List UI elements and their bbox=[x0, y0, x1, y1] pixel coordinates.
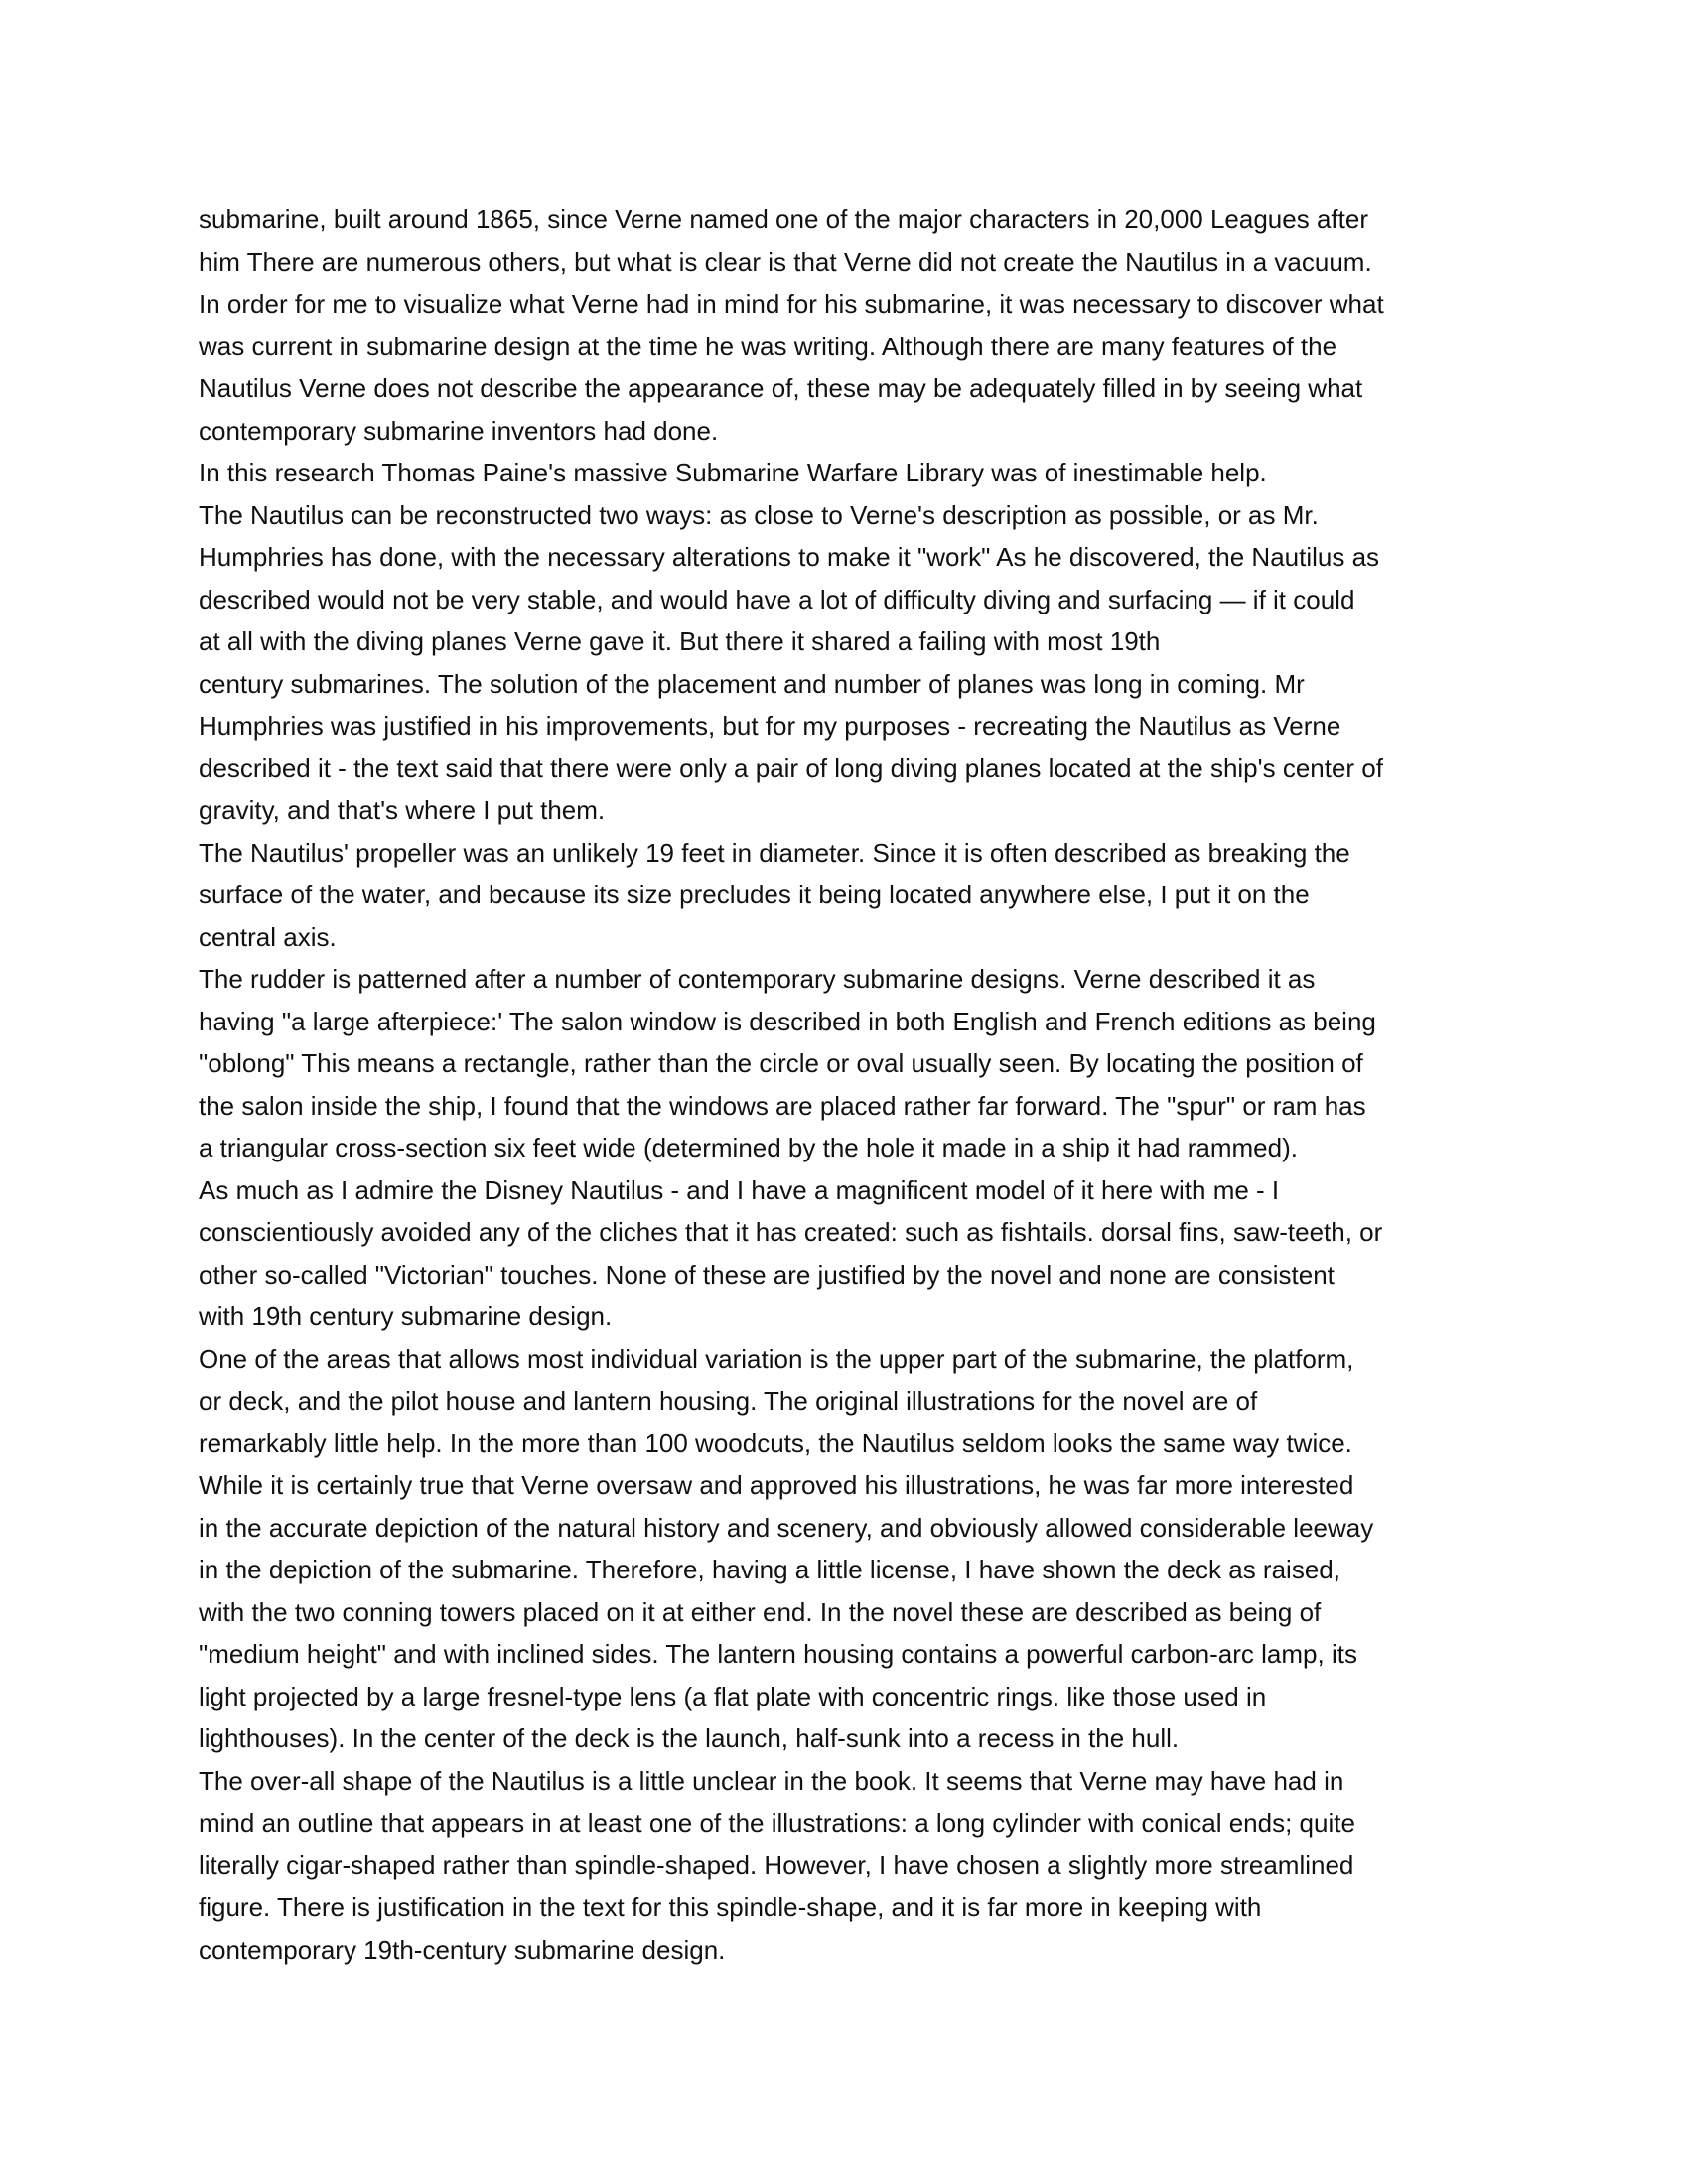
text-line: in the accurate depiction of the natural history and scenery, and obviously allowed considerable leeway bbox=[199, 1512, 1374, 1543]
text-line: Humphries has done, with the necessary alterations to make it "work" As he discovered, the Nautilus as bbox=[199, 542, 1380, 572]
text-line: at all with the diving planes Verne gave it. But there it shared a failing with most 19th bbox=[199, 626, 1161, 656]
text-line: in the depiction of the submarine. Therefore, having a little license, I have shown the deck as raised, bbox=[199, 1555, 1340, 1584]
text-line: mind an outline that appears in at least one of the illustrations: a long cylinder with conical ends; quite bbox=[199, 1808, 1355, 1838]
text-line: In this research Thomas Paine's massive Submarine Warfare Library was of inestimable help. bbox=[199, 458, 1267, 487]
text-line: conscientiously avoided any of the cliches that it has created: such as fishtails. dorsal fins, saw-teeth, or bbox=[199, 1217, 1383, 1247]
text-line: The rudder is patterned after a number of contemporary submarine designs. Verne described it as bbox=[199, 964, 1316, 994]
text-line: other so-called "Victorian" touches. None of these are justified by the novel and none are consistent bbox=[199, 1259, 1335, 1290]
text-line: Humphries was justified in his improvements, but for my purposes - recreating the Nautilus as Verne bbox=[199, 711, 1341, 741]
text-line: central axis. bbox=[199, 921, 337, 952]
text-line: light projected by a large fresnel-type lens (a flat plate with concentric rings. like those used in bbox=[199, 1681, 1267, 1711]
text-line: century submarines. The solution of the placement and number of planes was long in coming. Mr bbox=[199, 668, 1305, 699]
text-line: contemporary 19th-century submarine design. bbox=[199, 1934, 726, 1965]
text-line: The Nautilus' propeller was an unlikely 19 feet in diameter. Since it is often described as breaking the bbox=[199, 837, 1350, 868]
text-line: with 19th century submarine design. bbox=[199, 1301, 613, 1331]
text-line: described it - the text said that there were only a pair of long diving planes located at the ship's center of bbox=[199, 752, 1383, 783]
text-line: remarkably little help. In the more than 100 woodcuts, the Nautilus seldom looks the same way twice. bbox=[199, 1428, 1352, 1458]
body-text bbox=[199, 199, 1499, 1971]
text-line: In order for me to visualize what Verne had in mind for his submarine, it was necessary to discover what bbox=[199, 289, 1384, 319]
text-line: As much as I admire the Disney Nautilus - and I have a magnificent model of it here with me - I bbox=[199, 1174, 1280, 1205]
text-line: One of the areas that allows most individual variation is the upper part of the submarine, the platform, bbox=[199, 1343, 1354, 1374]
text-line: contemporary submarine inventors had done. bbox=[199, 415, 719, 446]
text-line: was current in submarine design at the time he was writing. Although there are many features of the bbox=[199, 331, 1337, 361]
text-line: figure. There is justification in the text for this spindle-shape, and it is far more in keeping with bbox=[199, 1892, 1262, 1922]
text-line: gravity, and that's where I put them. bbox=[199, 795, 606, 825]
text-line: a triangular cross-section six feet wide (determined by the hole it made in a ship it had rammed). bbox=[199, 1133, 1298, 1162]
text-line: While it is certainly true that Verne oversaw and approved his illustrations, he was far more interested bbox=[199, 1470, 1354, 1500]
text-line: the salon inside the ship, I found that the windows are placed rather far forward. The "spur" or ram has bbox=[199, 1090, 1366, 1121]
text-line: or deck, and the pilot house and lantern housing. The original illustrations for the novel are of bbox=[199, 1386, 1258, 1416]
text-line: Nautilus Verne does not describe the appearance of, these may be adequately filled in by seeing what bbox=[199, 373, 1363, 403]
text-line: lighthouses). In the center of the deck is the launch, half-sunk into a recess in the hull. bbox=[199, 1723, 1180, 1753]
text-line: The over-all shape of the Nautilus is a little unclear in the book. It seems that Verne may have had in bbox=[199, 1765, 1344, 1796]
text-line: with the two conning towers placed on it at either end. In the novel these are described as being of bbox=[199, 1596, 1322, 1627]
text-line: The Nautilus can be reconstructed two ways: as close to Verne's description as possible, or as Mr. bbox=[199, 499, 1319, 530]
text-line: surface of the water, and because its size precludes it being located anywhere else, I put it on the bbox=[199, 880, 1310, 909]
text-line: literally cigar-shaped rather than spindle-shaped. However, I have chosen a slightly more streamlined bbox=[199, 1849, 1354, 1880]
text-line: him There are numerous others, but what is clear is that Verne did not create the Nautilus in a vacuum. bbox=[199, 246, 1372, 277]
text-line: "oblong" This means a rectangle, rather than the circle or oval usually seen. By locating the position of bbox=[199, 1048, 1363, 1078]
text-line: described would not be very stable, and would have a lot of difficulty diving and surfacing — if it could bbox=[199, 584, 1355, 614]
text-line: "medium height" and with inclined sides. The lantern housing contains a powerful carbon-arc lamp, its bbox=[199, 1639, 1357, 1669]
text-line: having "a large afterpiece:' The salon window is described in both English and French editions as being bbox=[199, 1006, 1376, 1036]
text-line: submarine, built around 1865, since Verne named one of the major characters in 20,000 Leagues after bbox=[199, 205, 1368, 234]
